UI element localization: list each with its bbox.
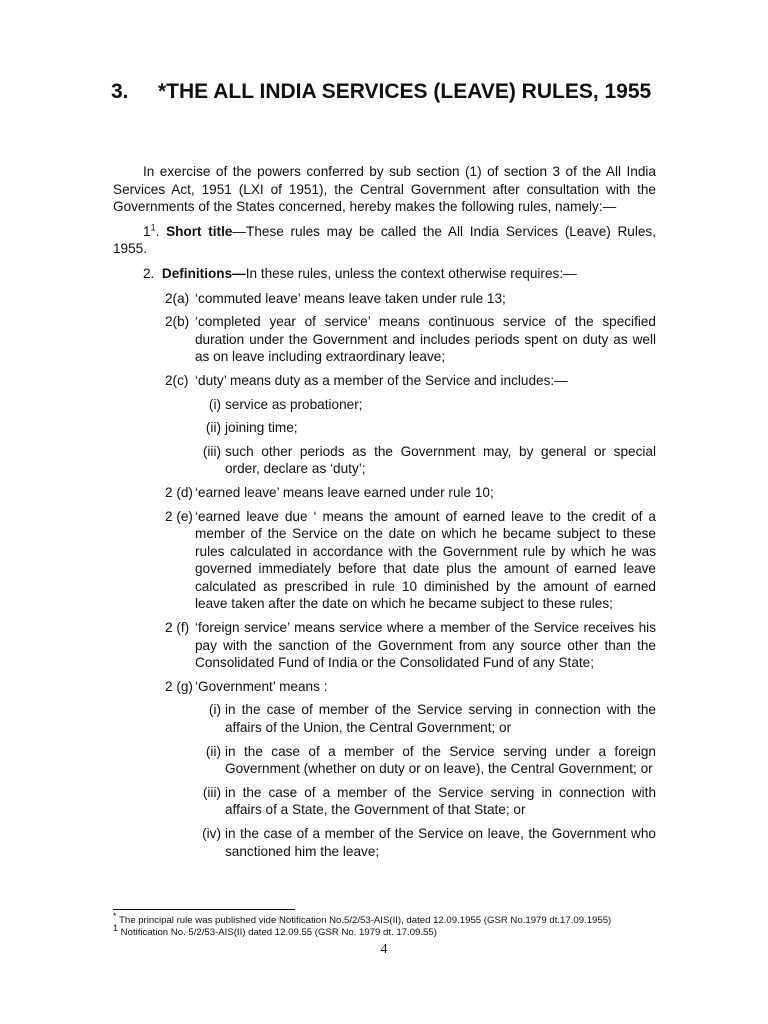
rule-2-definitions — [113, 265, 656, 283]
heading-number: 3. — [111, 80, 129, 103]
sub-item-label: (ii) — [205, 420, 221, 436]
rule-2-title: Definitions— — [161, 265, 246, 281]
sub-item-label: (iii) — [202, 443, 221, 459]
footnote-divider — [113, 909, 295, 910]
government-item-ii — [113, 743, 656, 778]
duty-item-iii — [113, 443, 656, 478]
rule-1-title: Short title — [166, 223, 233, 239]
definition-2d — [113, 484, 656, 502]
sub-item-text: in the case of a member of the Service serving under a foreign Government (whether on duty or on leave), the Central Government; or — [225, 743, 656, 777]
footnote-text: The principal rule was published vide Notification No.5/2/53-AIS(II), dated 12.09.1955 (GSR No.1979 dt.17.09.1955) — [116, 915, 612, 926]
definition-text: ‘earned leave’ means leave earned under rule 10; — [195, 484, 494, 500]
definition-label: 2 (d) — [165, 484, 193, 500]
definition-text: ‘Government’ means : — [195, 678, 328, 694]
definition-label: 2(a) — [165, 290, 190, 306]
government-item-i — [113, 701, 656, 736]
rules-body — [113, 163, 656, 866]
definition-label: 2(b) — [165, 314, 190, 330]
definition-2e — [113, 508, 656, 614]
definition-text: ‘duty’ means duty as a member of the Service and includes:— — [195, 372, 568, 388]
rule-1-text: —These rules may be called the All India Services (Leave) Rules, 1955. — [113, 223, 657, 257]
footnotes — [113, 910, 673, 939]
definition-label: 2(c) — [165, 372, 189, 388]
definition-text: ‘foreign service’ means service where a member of the Service receives his pay with the sanction of the Government from any source other than the Consolidated Fund of India or the Consolidated Fund of any State; — [195, 620, 656, 671]
duty-item-i — [113, 396, 656, 414]
sub-item-label: (i) — [208, 702, 221, 718]
definition-text: ‘completed year of service’ means continuous service of the specified duration under the Government and includes periods spent on duty as well as on leave including extraordinary leave; — [195, 314, 656, 365]
footnote-principal-rule — [113, 910, 673, 927]
footnote-mark: * — [113, 910, 117, 921]
intro-paragraph: In exercise of the powers conferred by sub section (1) of section 3 of the All India Services Act, 1951 (LXI of 1951), the Central Government after consultation with the Governments of the States concerned, hereby makes the following rules, namely:— — [113, 164, 656, 215]
definition-label: 2 (f) — [165, 620, 190, 636]
rule-2-text: In these rules, unless the context otherwise requires:— — [245, 265, 577, 281]
sub-item-text: joining time; — [225, 420, 298, 436]
rule-1-number: 1 — [143, 223, 151, 239]
footnote-notification — [113, 922, 673, 939]
sub-item-text: in the case of a member of the Service serving in connection with affairs of a State, the Government of that State; or — [225, 784, 656, 818]
definition-label: 2 (g) — [165, 678, 193, 694]
rule-2-number: 2. — [143, 265, 155, 281]
definition-text: ‘commuted leave’ means leave taken under rule 13; — [195, 290, 506, 306]
heading-title: *THE ALL INDIA SERVICES (LEAVE) RULES, 1955 — [158, 80, 652, 103]
definition-2b — [113, 313, 656, 366]
sub-item-label: (ii) — [205, 743, 221, 759]
government-item-iv — [113, 825, 656, 860]
duty-item-ii — [113, 419, 656, 437]
rule-1-short-title: $1^1$. Short title—These rules may be called the All India Services (Leave) Rules, 1955. — [113, 222, 657, 257]
sub-item-label: (iii) — [202, 784, 221, 800]
definition-2g — [113, 678, 656, 696]
page-number: 4 — [380, 942, 388, 957]
sub-item-text: such other periods as the Government may, by general or special order, declare as ‘duty’; — [225, 443, 656, 477]
definition-2c — [113, 372, 656, 390]
footnote-mark: 1 — [113, 922, 119, 933]
sub-item-text: in the case of a member of the Service on leave, the Government who sanctioned him the leave; — [225, 826, 656, 859]
sub-item-text: service as probationer; — [225, 396, 363, 412]
government-item-iii — [113, 784, 656, 819]
definition-text: ‘earned leave due ‘ means the amount of earned leave to the credit of a member of the Service on the date on which he became subject to these rules calculated in accordance with the Government rule by which he was governed immediately before that date plus the amount of earned leave calculated as prescribed in rule 10 diminished by the amount of earned leave taken after the date on which he became subject to these rules; — [195, 508, 656, 612]
sub-item-label: (i) — [208, 396, 221, 412]
definition-label: 2 (e) — [165, 508, 193, 524]
definition-2f — [113, 619, 656, 672]
sub-item-text: in the case of member of the Service serving in connection with the affairs of the Union, the Central Government; or — [225, 702, 656, 736]
definition-2a — [113, 290, 656, 308]
footnote-text: Notification No. 5/2/53-AIS(II) dated 12.09.55 (GSR No. 1979 dt. 17.09.55) — [118, 927, 437, 938]
footnote-ref-1: 1 — [150, 222, 156, 233]
sub-item-label: (iv) — [202, 826, 221, 841]
